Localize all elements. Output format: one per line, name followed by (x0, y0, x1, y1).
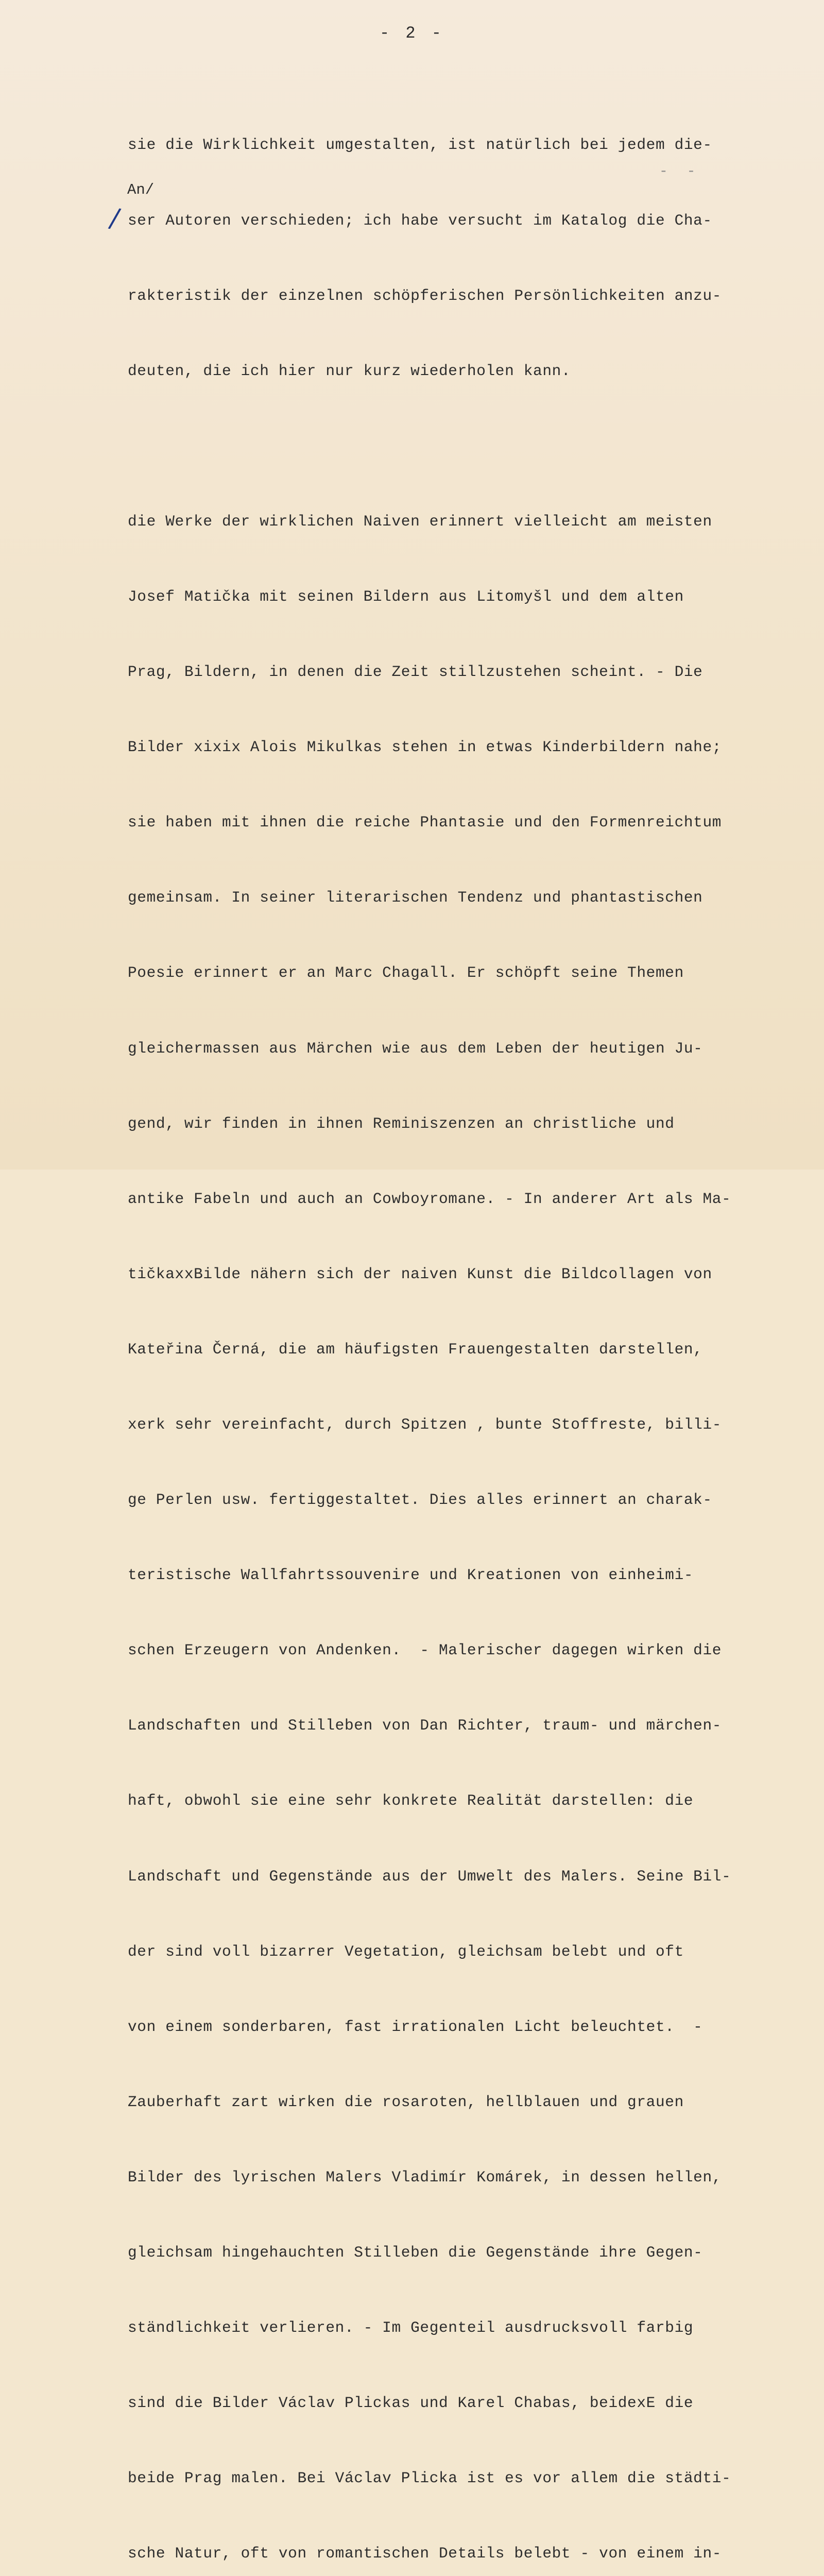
text-line: xerk sehr vereinfacht, durch Spitzen , bunte Stoffreste, billi- (128, 1416, 722, 1433)
text-line: gend, wir finden in ihnen Reminiszenzen an christliche und (128, 1114, 675, 1132)
text-line: ser Autoren verschieden; ich habe versucht im Katalog die Cha- (128, 211, 712, 229)
text-line: haft, obwohl sie eine sehr konkrete Realität darstellen: die (128, 1792, 694, 1810)
text-line: Bilder des lyrischen Malers Vladimír Komárek, in dessen hellen, (128, 2168, 722, 2186)
typed-body-text (128, 82, 808, 2576)
text-line: Kateřina Černá, die am häufigsten Frauengestalten darstellen, (128, 1340, 703, 1358)
text-line: von einem sonderbaren, fast irrationalen Licht beleuchtet. - (128, 2018, 703, 2036)
text-line: die Werke der wirklichen Naiven erinnert vielleicht am meisten (128, 512, 712, 530)
insertion-mark-icon: / (107, 202, 123, 235)
text-line: Landschaften und Stilleben von Dan Richter, traum- und märchen- (128, 1717, 722, 1735)
text-line: Poesie erinnert er an Marc Chagall. Er schöpft seine Themen (128, 964, 684, 982)
text-line: tičkaxxBilde nähern sich der naiven Kunst die Bildcollagen von (128, 1265, 712, 1283)
text-line: deuten, die ich hier nur kurz wiederholen kann. (128, 362, 571, 380)
text-line: der sind voll bizarrer Vegetation, gleichsam belebt und oft (128, 1942, 684, 1960)
text-line: gleichermassen aus Märchen wie aus dem Leben der heutigen Ju- (128, 1039, 703, 1057)
text-line: ständlichkeit verlieren. - Im Gegenteil ausdrucksvoll farbig (128, 2319, 694, 2337)
text-line: Bilder xixix Alois Mikulkas stehen in etwas Kinderbildern nahe; (128, 738, 722, 756)
text-line: antike Fabeln und auch an Cowboyromane. - In anderer Art als Ma- (128, 1190, 731, 1208)
text-line: ge Perlen usw. fertiggestaltet. Dies alles erinnert an charak- (128, 1491, 712, 1509)
text-line: Zauberhaft zart wirken die rosaroten, hellblauen und grauen (128, 2093, 684, 2111)
text-line: gleichsam hingehauchten Stilleben die Gegenstände ihre Gegen- (128, 2244, 703, 2262)
text-line: Josef Matička mit seinen Bildern aus Litomyšl und dem alten (128, 587, 684, 605)
margin-dash-mark: - - (659, 164, 701, 180)
text-line: rakteristik der einzelnen schöpferischen Persönlichkeiten anzu- (128, 286, 722, 304)
text-line: sie haben mit ihnen die reiche Phantasie und den Formenreichtum (128, 814, 722, 832)
text-line: sie die Wirklichkeit umgestalten, ist natürlich bei jedem die- (128, 136, 712, 154)
text-line: sind die Bilder Václav Plickas und Karel Chabas, beidexE die (128, 2394, 694, 2412)
text-line: sche Natur, oft von romantischen Details belebt - von einem in- (128, 2545, 722, 2563)
handwritten-annotation-an: An/ (127, 181, 154, 198)
text-line-blank (128, 434, 808, 459)
text-line: beide Prag malen. Bei Václav Plicka ist es vor allem die städti- (128, 2469, 731, 2487)
text-line: teristische Wallfahrtssouvenire und Kreationen von einheimi- (128, 1566, 694, 1584)
text-line: gemeinsam. In seiner literarischen Tendenz und phantastischen (128, 889, 703, 907)
page-number: - 2 - (379, 24, 444, 43)
text-line: Prag, Bildern, in denen die Zeit stillzustehen scheint. - Die (128, 663, 703, 681)
text-line: Landschaft und Gegenstände aus der Umwelt des Malers. Seine Bil- (128, 1867, 731, 1885)
text-line: schen Erzeugern von Andenken. - Malerischer dagegen wirken die (128, 1641, 722, 1659)
